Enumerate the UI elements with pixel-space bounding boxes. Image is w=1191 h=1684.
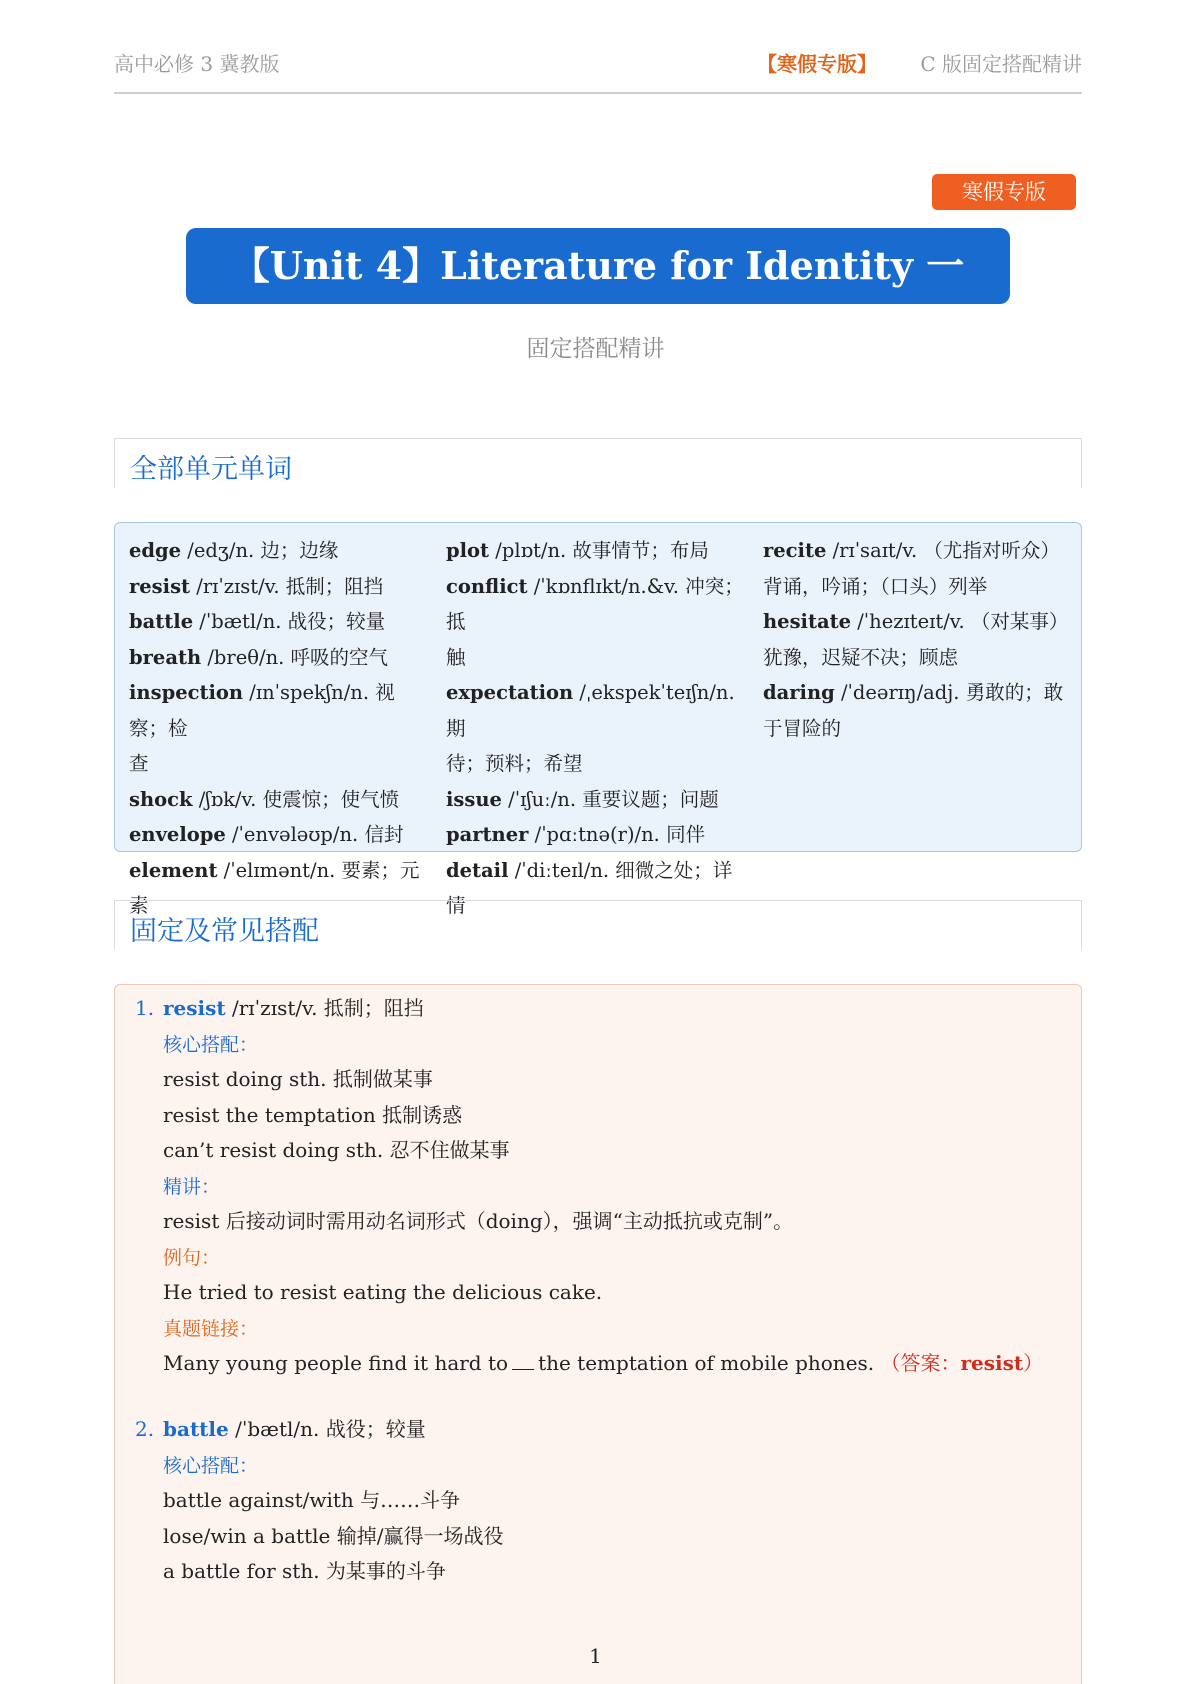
collocation-item: can’t resist doing sth. 忍不住做某事 <box>163 1138 510 1162</box>
exam-question: Many young people find it hard to the temptation of mobile phones. （答案：resist） <box>163 1351 1044 1375</box>
section-title: 固定及常见搭配 <box>130 916 319 947</box>
vocab-line: conflict /ˈkɒnflɪkt/n.&v. 冲突；抵 <box>446 574 744 633</box>
example-sentence: He tried to resist eating the delicious cake. <box>163 1280 603 1304</box>
vocab-line: envelope /ˈenvələʊp/n. 信封 <box>129 823 404 846</box>
vocab-line: inspection /ɪnˈspekʃn/n. 视察；检 <box>129 681 395 740</box>
page-header <box>114 40 1082 94</box>
explanation-text: resist 后接动词时需用动名词形式（doing），强调“主动抵抗或克制”。 <box>163 1209 794 1233</box>
vocab-line: 待；预料；希望 <box>446 752 583 775</box>
vocab-line: daring /ˈdeərɪŋ/adj. 勇敢的；敢 <box>763 681 1064 704</box>
header-series-title: C 版固定搭配精讲 <box>920 52 1082 76</box>
section-title: 全部单元单词 <box>130 454 292 485</box>
collocation-item: resist the temptation 抵制诱惑 <box>163 1102 463 1127</box>
vocab-line: 情 <box>446 894 466 917</box>
section-header-collocations <box>114 900 1082 950</box>
collocation-entry-resist: 1. resist /rɪˈzɪst/v. 抵制；阻挡 核心搭配： resist doing sth. 抵制做某事 resist the temptation 抵制诱惑 can’t resist doing sth. 忍不住做某事 精讲： resist 后接动词时需用动名词形式（doing），强调“主动抵抗或克制”。 例句： He tried to resist eating the delicious cake. 真题链接： Many young people find it hard to the temptation of mobile phones. （答案：resist） <box>135 991 1055 1382</box>
vocab-line: hesitate /ˈhezɪteɪt/v. （对某事） <box>763 610 1069 633</box>
unit-title-banner: 【Unit 4】Literature for Identity 一 <box>186 228 1010 304</box>
vocab-line: expectation /ˌekspekˈteɪʃn/n. 期 <box>446 681 735 740</box>
vocab-line: 背诵，吟诵；（口头）列举 <box>763 574 988 598</box>
entry-keyword: battle <box>163 1417 229 1441</box>
exam-link-label: 真题链接： <box>163 1317 259 1340</box>
vocab-line: element /ˈelɪmənt/n. 要素；元素 <box>129 858 420 917</box>
example-label: 例句： <box>163 1246 221 1269</box>
header-edition-tag: 【寒假专版】 <box>757 52 877 76</box>
vocab-column-3 <box>763 533 1073 746</box>
section-header-vocabulary <box>114 438 1082 488</box>
vocab-column-2 <box>446 533 746 924</box>
edition-badge: 寒假专版 <box>932 174 1076 210</box>
vocab-line: issue /ˈɪʃuː/n. 重要议题；问题 <box>446 787 719 811</box>
header-book-title: 高中必修 3 冀教版 <box>114 52 280 76</box>
core-collocations-label: 核心搭配： <box>163 1033 259 1056</box>
collocation-entries-box <box>114 984 1082 1684</box>
vocab-line: resist /rɪˈzɪst/v. 抵制；阻挡 <box>129 574 384 598</box>
vocab-line: 查 <box>129 752 149 775</box>
vocab-line: 触 <box>446 645 466 669</box>
collocation-item: battle against/with 与……斗争 <box>163 1488 461 1512</box>
vocab-column-1 <box>129 533 425 924</box>
explanation-label: 精讲： <box>163 1175 221 1198</box>
collocation-item: resist doing sth. 抵制做某事 <box>163 1067 433 1091</box>
vocabulary-box <box>114 522 1082 917</box>
vocab-line: detail /ˈdiːteɪl/n. 细微之处；详 <box>446 858 733 882</box>
vocab-line: recite /rɪˈsaɪt/v. （尤指对听众） <box>763 539 1060 562</box>
core-collocations-label: 核心搭配： <box>163 1454 259 1477</box>
answer-blank <box>512 1351 534 1370</box>
vocab-line: shock /ʃɒk/v. 使震惊；使气愤 <box>129 787 400 811</box>
collocation-entry-battle: 2. battle /ˈbætl/n. 战役；较量 核心搭配： battle against/with 与……斗争 lose/win a battle 输掉/赢得一场战役 a battle for sth. 为某事的斗争 <box>135 1412 1055 1590</box>
page-subtitle: 固定搭配精讲 <box>526 336 665 362</box>
vocab-line: breath /breθ/n. 呼吸的空气 <box>129 645 389 669</box>
vocab-line: plot /plɒt/n. 故事情节；布局 <box>446 539 709 562</box>
collocation-item: a battle for sth. 为某事的斗争 <box>163 1559 446 1583</box>
collocation-item: lose/win a battle 输掉/赢得一场战役 <box>163 1523 504 1548</box>
vocab-line: partner /ˈpɑːtnə(r)/n. 同伴 <box>446 823 706 846</box>
vocab-line: 于冒险的 <box>763 716 842 740</box>
entry-keyword: resist <box>163 996 226 1020</box>
answer-text: （答案：resist） <box>880 1351 1044 1375</box>
vocab-line: 犹豫，迟疑不决；顾虑 <box>763 645 959 669</box>
page-number: 1 <box>589 1644 602 1668</box>
vocab-line: edge /edʒ/n. 边；边缘 <box>129 539 339 562</box>
vocab-line: battle /ˈbætl/n. 战役；较量 <box>129 610 386 633</box>
